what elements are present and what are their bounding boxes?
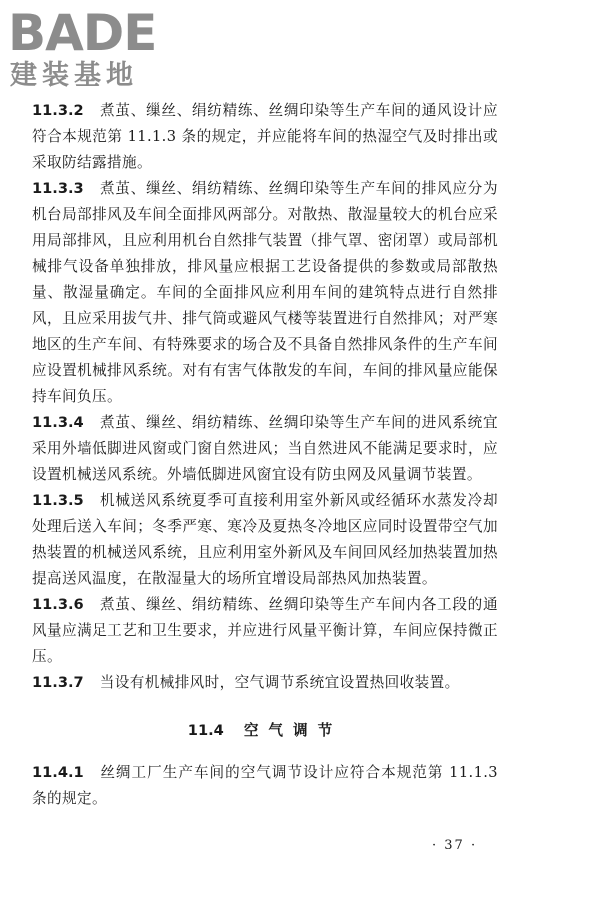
clause-number: 11.3.6	[32, 596, 84, 613]
logo-subtitle-text: 建装基地	[10, 60, 138, 90]
clause-11-3-3	[32, 176, 498, 410]
clause-11-3-5	[32, 488, 498, 592]
clause-11-3-4	[32, 410, 498, 488]
logo-brand-text: BADE	[8, 6, 157, 62]
section-heading	[32, 718, 498, 744]
clause-number: 11.3.5	[32, 492, 84, 509]
document-body	[32, 98, 498, 812]
page-number: · 37 ·	[432, 838, 478, 853]
clause-text: 煮茧、缫丝、绢纺精练、丝绸印染等生产车间内各工段的通风量应满足工艺和卫生要求，并应进行风量平衡计算，车间应保持微正压。	[32, 596, 498, 665]
clause-11-3-7	[32, 670, 498, 696]
clause-number: 11.3.7	[32, 674, 84, 691]
section-title: 空气调节	[243, 722, 343, 739]
clause-number: 11.3.3	[32, 180, 84, 197]
section-number: 11.4	[187, 722, 224, 739]
clause-11-3-2	[32, 98, 498, 176]
clause-text: 煮茧、缫丝、绢纺精练、丝绸印染等生产车间的通风设计应符合本规范第 11.1.3 条的规定，并应能将车间的热湿空气及时排出或采取防结露措施。	[32, 102, 498, 171]
clause-number: 11.3.4	[32, 414, 84, 431]
clause-number: 11.3.2	[32, 102, 84, 119]
clause-list	[32, 760, 498, 812]
bade-logo	[8, 6, 176, 90]
clause-text: 当设有机械排风时，空气调节系统宜设置热回收装置。	[99, 674, 460, 691]
clause-11-4-1	[32, 760, 498, 812]
clause-text: 丝绸工厂生产车间的空气调节设计应符合本规范第 11.1.3 条的规定。	[32, 764, 498, 807]
bade-logo-graphic	[8, 6, 176, 90]
clause-text: 机械送风系统夏季可直接利用室外新风或经循环水蒸发冷却处理后送入车间；冬季严寒、寒冷及夏热冬冷地区应同时设置带空气加热装置的机械送风系统，且应利用室外新风及车间回风经加热装置加热提高送风温度，在散湿量大的场所宜增设局部热风加热装置。	[32, 492, 498, 587]
clause-number: 11.4.1	[32, 764, 84, 781]
clause-11-3-6	[32, 592, 498, 670]
clause-text: 煮茧、缫丝、绢纺精练、丝绸印染等生产车间的排风应分为机台局部排风及车间全面排风两部分。对散热、散湿量较大的机台应采用局部排风，且应利用机台自然排气装置（排气罩、密闭罩）或局部机械排气设备单独排放，排风量应根据工艺设备提供的参数或局部散热量、散湿量确定。车间的全面排风应利用车间的建筑特点进行自然排风，且应采用拔气井、排气筒或避风气楼等装置进行自然排风；对严寒地区的生产车间、有特殊要求的场合及不具备自然排风条件的生产车间应设置机械排风系统。对有有害气体散发的车间，车间的排风量应能保持车间负压。	[32, 180, 498, 405]
clause-list	[32, 98, 498, 696]
clause-text: 煮茧、缫丝、绢纺精练、丝绸印染等生产车间的进风系统宜采用外墙低脚进风窗或门窗自然进风；当自然进风不能满足要求时，应设置机械送风系统。外墙低脚进风窗宜设有防虫网及风量调节装置。	[32, 414, 498, 483]
